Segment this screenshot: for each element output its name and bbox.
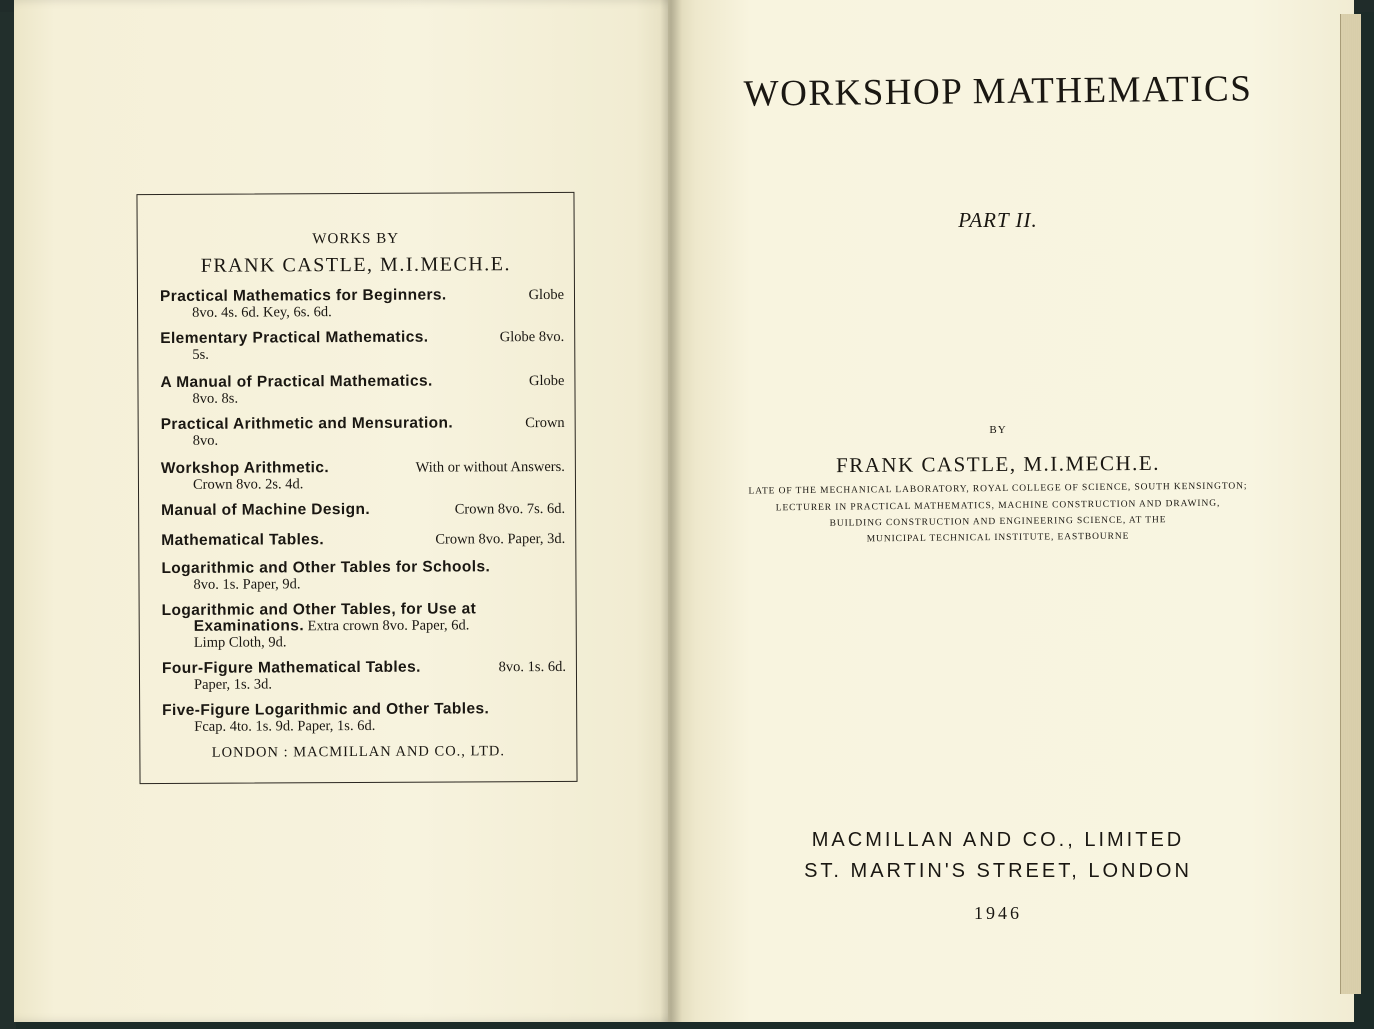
ad-author: FRANK CASTLE, M.I.MECH.E. xyxy=(200,253,512,277)
item-title: Logarithmic and Other Tables for Schools. xyxy=(161,558,491,578)
item-title: Workshop Arithmetic. xyxy=(160,459,330,478)
list-item xyxy=(160,373,564,407)
item-detail: 8vo. xyxy=(192,432,219,449)
list-item xyxy=(162,659,566,693)
item-note: Crown 8vo. Paper, 3d. xyxy=(435,530,566,548)
item-title: Four-Figure Mathematical Tables. xyxy=(161,658,421,678)
publisher-name: MACMILLAN AND CO., LIMITED xyxy=(811,829,1185,851)
item-detail: 5s. xyxy=(192,346,209,363)
author-credentials-line: LECTURER IN PRACTICAL MATHEMATICS, MACHINE CONSTRUCTION AND DRAWING, xyxy=(775,498,1221,514)
item-note: 8vo. 1s. 6d. xyxy=(498,658,566,676)
item-title: Mathematical Tables. xyxy=(161,531,325,550)
list-item xyxy=(161,459,565,493)
item-title: Practical Mathematics for Beginners. xyxy=(159,286,447,306)
list-item xyxy=(160,287,564,321)
item-title: Practical Arithmetic and Mensuration. xyxy=(160,414,454,434)
list-item xyxy=(161,559,565,593)
list-item xyxy=(161,531,565,549)
author-credentials-line: BUILDING CONSTRUCTION AND ENGINEERING SCIENCE, AT THE xyxy=(829,515,1167,529)
title-author: FRANK CASTLE, M.I.MECH.E. xyxy=(835,450,1161,478)
item-title: Elementary Practical Mathematics. xyxy=(160,328,429,348)
author-credentials-line: MUNICIPAL TECHNICAL INSTITUTE, EASTBOURNE xyxy=(866,531,1130,545)
list-item xyxy=(161,501,565,519)
item-title: Logarithmic and Other Tables, for Use at xyxy=(161,600,477,620)
item-note: With or without Answers. xyxy=(415,458,565,476)
item-note: Crown xyxy=(525,414,565,432)
by-label: BY xyxy=(989,424,1007,436)
item-note: Globe xyxy=(528,286,565,304)
item-title: Five-Figure Logarithmic and Other Tables. xyxy=(162,700,490,720)
item-detail: 8vo. 4s. 6d. Key, 6s. 6d. xyxy=(192,304,332,321)
item-detail: Paper, 1s. 3d. xyxy=(193,676,273,693)
ad-footer: LONDON : MACMILLAN AND CO., LTD. xyxy=(211,743,506,761)
item-title: Manual of Machine Design. xyxy=(161,500,371,520)
page-edges xyxy=(1340,14,1361,994)
publication-year: 1946 xyxy=(974,903,1022,923)
book-title: WORKSHOP MATHEMATICS xyxy=(743,68,1253,115)
advertisement-box xyxy=(136,192,577,784)
item-detail-text: Extra crown 8vo. Paper, 6d. xyxy=(307,617,470,635)
item-detail: 8vo. 1s. Paper, 9d. xyxy=(193,576,301,593)
item-detail: 8vo. 8s. xyxy=(192,390,239,407)
item-note: Globe 8vo. xyxy=(499,328,565,346)
item-detail-2: Limp Cloth, 9d. xyxy=(193,634,287,651)
item-title: A Manual of Practical Mathematics. xyxy=(160,372,433,392)
item-note: Globe xyxy=(528,372,565,390)
ad-list xyxy=(159,286,566,735)
item-detail: Crown 8vo. 2s. 4d. xyxy=(192,476,304,493)
list-item xyxy=(160,329,564,363)
book-part: PART II. xyxy=(958,208,1038,232)
ad-heading: WORKS BY xyxy=(312,230,400,248)
publisher-address: ST. MARTIN'S STREET, LONDON xyxy=(804,860,1192,882)
item-detail-bold: Examinations. xyxy=(193,617,305,635)
author-credentials-line: LATE OF THE MECHANICAL LABORATORY, ROYAL COLLEGE OF SCIENCE, SOUTH KENSINGTON; xyxy=(748,481,1248,497)
spine-gutter xyxy=(660,0,682,1022)
list-item xyxy=(161,415,565,449)
list-item xyxy=(162,701,566,735)
item-detail: Fcap. 4to. 1s. 9d. Paper, 1s. 6d. xyxy=(194,717,376,735)
item-note: Crown 8vo. 7s. 6d. xyxy=(454,500,566,518)
list-item xyxy=(162,601,566,651)
